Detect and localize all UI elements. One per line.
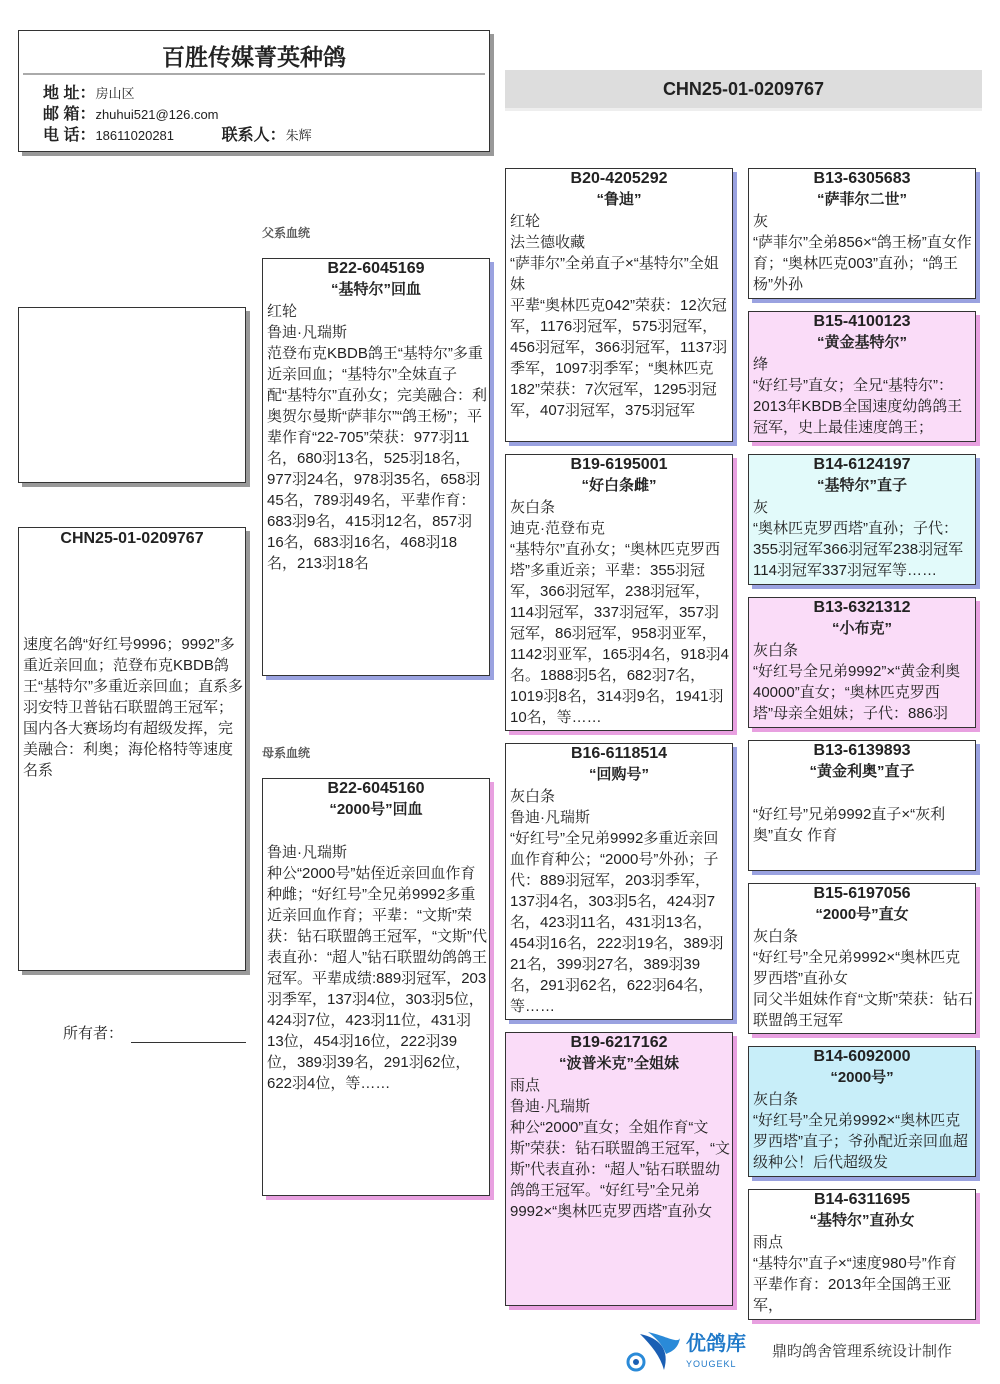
pigeon-info: “奥林匹克罗西塔”直孙；子代：355羽冠军366羽冠军238羽冠军114羽冠军337羽冠军等…… bbox=[753, 520, 964, 579]
pigeon-color: 雨点 bbox=[753, 1234, 784, 1251]
pigeon-info: 鲁迪·凡瑞斯 bbox=[510, 1098, 590, 1115]
pigeon-color: 红轮 bbox=[267, 303, 298, 320]
pigeon-name: “2000号”直女 bbox=[815, 906, 909, 923]
pedigree-box-sd bbox=[505, 454, 733, 731]
pigeon-name: “2000号”回血 bbox=[329, 801, 423, 818]
pigeon-color bbox=[263, 821, 489, 842]
phone-value: 18611020281 bbox=[95, 128, 175, 143]
ring-number: B19-6195001 bbox=[570, 456, 668, 473]
pedigree-box-sds bbox=[748, 454, 976, 585]
ring-number: B14-6124197 bbox=[813, 456, 911, 473]
contact-value: 朱辉 bbox=[285, 128, 312, 143]
pedigree-box-sire bbox=[262, 258, 490, 676]
pigeon-info: 鲁迪·凡瑞斯 bbox=[267, 844, 347, 861]
subject-ring: CHN25-01-0209767 bbox=[60, 530, 204, 547]
pedigree-box-ddd bbox=[748, 1189, 976, 1320]
pigeon-name: “2000号” bbox=[830, 1069, 894, 1086]
pedigree-box-dds bbox=[748, 1046, 976, 1177]
pigeon-name: “萨菲尔二世” bbox=[816, 191, 907, 208]
pigeon-name: “黄金基特尔” bbox=[816, 334, 907, 351]
pedigree-box-ss bbox=[505, 168, 733, 442]
pigeon-name: “基特尔”直孙女 bbox=[809, 1212, 915, 1229]
footer bbox=[620, 1328, 990, 1376]
pedigree-box-ds bbox=[505, 743, 733, 1020]
subject-description: 速度名鸽“好红号9996；9992”多重近亲回血；范登布克KBDB鸽王“基特尔”多重近亲回血；直系多羽安特卫普钻石联盟鸽王冠军；国内各大赛场均有超级发挥，完美融合：利奥；海伦格特等速度名系 bbox=[23, 636, 243, 779]
pigeon-info: 范登布克KBDB鸽王“基特尔”多重近亲回血；“基特尔”全妹直子配“基特尔”直孙女；完美融合：利奥贺尔曼斯“萨菲尔”“鸽王杨”；平辈作育“22-705”荣获：977羽11名，680羽13名，525羽18名，977羽24名，978羽35名，658羽45名，789羽49名，平辈作育：683羽9名，415羽12名，857羽16名，683羽16名，468羽18名，213羽18名 bbox=[267, 345, 487, 572]
logo-text: 优鸽库 bbox=[686, 1333, 746, 1355]
pedigree-box-ssd bbox=[748, 311, 976, 442]
ring-number: B13-6305683 bbox=[813, 170, 911, 187]
ring-banner: CHN25-01-0209767 bbox=[505, 70, 982, 111]
pigeon-color bbox=[749, 783, 975, 804]
pigeon-name: “好白条雌” bbox=[581, 477, 657, 494]
ring-number: B14-6092000 bbox=[813, 1048, 911, 1065]
pigeon-color: 灰白条 bbox=[510, 499, 556, 516]
pigeon-color: 灰白条 bbox=[753, 642, 799, 659]
email-label: 邮 箱： bbox=[43, 106, 96, 123]
pigeon-info: 平辈“奥林匹克042”荣获：12次冠军，1176羽冠军，575羽冠军，456羽冠军，366羽冠军，1137羽季军，1097羽季军；“奥林匹克182”荣获：7次冠军，1295羽冠军，407羽冠军，375羽冠军 bbox=[510, 297, 728, 419]
pigeon-info: 同父半姐妹作育“文斯”荣获：钻石联盟鸽王冠军 bbox=[753, 991, 973, 1029]
pigeon-info: “基特尔”直孙女；“奥林匹克罗西塔”多重近亲；平辈：355羽冠军，366羽冠军，238羽冠军，114羽冠军，337羽冠军，357羽冠军，86羽冠军，958羽亚军，1142羽亚军，165羽4名，918羽4名。1888羽5名，682羽7名，1019羽8名，314羽9名，1941羽10名，等…… bbox=[510, 541, 729, 726]
pigeon-color: 雨点 bbox=[510, 1077, 541, 1094]
ring-number: B13-6321312 bbox=[813, 599, 911, 616]
pigeon-info: 平辈作育：2013年全国鸽王亚军， bbox=[753, 1276, 952, 1314]
ring-number: B16-6118514 bbox=[570, 745, 668, 762]
pigeon-color: 灰白条 bbox=[753, 1091, 799, 1108]
pigeon-info: “好红号”全兄弟9992×“奥林匹克罗西塔”直孙女 bbox=[753, 949, 961, 987]
pigeon-info: “萨菲尔”全弟直子×“基特尔”全姐妹 bbox=[510, 255, 719, 293]
pedigree-box-dsd bbox=[748, 883, 976, 1034]
pigeon-info: “基特尔”直子×“速度980号”作育 bbox=[753, 1255, 957, 1272]
pigeon-info: 迪克·范登布克 bbox=[510, 520, 605, 537]
pigeon-name: “小布克” bbox=[831, 620, 892, 637]
pigeon-info: 鲁迪·凡瑞斯 bbox=[510, 809, 590, 826]
address-value: 房山区 bbox=[95, 86, 135, 101]
pigeon-color: 绛 bbox=[753, 356, 769, 373]
logo-bird-icon bbox=[620, 1330, 682, 1374]
subject-box bbox=[18, 527, 246, 971]
pedigree-box-sss bbox=[748, 168, 976, 299]
pigeon-name: “黄金利奥”直子 bbox=[809, 763, 915, 780]
address-label: 地 址： bbox=[43, 85, 96, 102]
pigeon-name: “基特尔”回血 bbox=[330, 281, 421, 298]
pedigree-box-dam bbox=[262, 778, 490, 1196]
logo-subtext: YOUGEKL bbox=[686, 1359, 737, 1369]
pedigree-box-sdd bbox=[748, 597, 976, 728]
pigeon-info: “好红号全兄弟9992”×“黄金利奥40000”直女；“奥林匹克罗西塔”母亲全姐妹；子代：886羽 bbox=[753, 663, 961, 722]
ring-number: B19-6217162 bbox=[570, 1034, 668, 1051]
sire-section-label: 父系血统 bbox=[262, 226, 311, 240]
pigeon-color: 灰白条 bbox=[753, 928, 799, 945]
pigeon-name: “鲁迪” bbox=[596, 191, 642, 208]
ring-number: B22-6045160 bbox=[327, 780, 425, 797]
ring-number: B15-4100123 bbox=[813, 313, 911, 330]
pigeon-name: “基特尔”直子 bbox=[816, 477, 907, 494]
pedigree-box-dd bbox=[505, 1032, 733, 1306]
owner-field bbox=[63, 1022, 246, 1043]
pigeon-info: 法兰德收藏 bbox=[510, 234, 586, 251]
ring-number: B22-6045169 bbox=[327, 260, 425, 277]
pigeon-info: 种公“2000”直女；全姐作育“文斯”荣获：钻石联盟鸽王冠军，“文斯”代表直孙：“超人”钻石联盟幼鸽鸽王冠军。“好红号”全兄弟9992×“奥林匹克罗西塔”直孙女 bbox=[510, 1119, 730, 1220]
ring-number: B20-4205292 bbox=[570, 170, 668, 187]
pigeon-info: “好红号”兄弟9992直子×“灰利奥”直女 作育 bbox=[753, 806, 946, 844]
pigeon-color: 灰白条 bbox=[510, 788, 556, 805]
pigeon-info: 种公“2000号”姑侄近亲回血作育种雌；“好红号”全兄弟9992多重近亲回血作育；平辈：“文斯”荣获：钻石联盟鸽王冠军，“文斯”代表直孙：“超人”钻石联盟幼鸽鸽王冠军。平辈成绩:889羽冠军，203羽季军，137羽4位，303羽5位，424羽7位，423羽11位，431羽13位，454羽16位，222羽39位，389羽39名，291羽62位，622羽4位，等…… bbox=[267, 865, 487, 1092]
pigeon-color: 灰 bbox=[753, 213, 769, 230]
phone-label: 电 话： bbox=[43, 127, 96, 144]
pedigree-box-dss bbox=[748, 740, 976, 871]
photo-placeholder bbox=[18, 307, 246, 483]
pigeon-name: “回购号” bbox=[588, 766, 649, 783]
pigeon-color: 灰 bbox=[753, 499, 769, 516]
pigeon-name: “波普米克”全姐妹 bbox=[558, 1055, 679, 1072]
loft-header bbox=[18, 30, 490, 152]
owner-label: 所有者： bbox=[63, 1025, 124, 1042]
contact-label: 联系人： bbox=[221, 127, 286, 144]
pigeon-info: 鲁迪·凡瑞斯 bbox=[267, 324, 347, 341]
pigeon-info: “萨菲尔”全弟856×“鸽王杨”直女作育；“奥林匹克003”直孙；“鸽王杨”外孙 bbox=[753, 234, 972, 293]
loft-title: 百胜传媒菁英种鸽 bbox=[162, 44, 346, 70]
dam-section-label: 母系血统 bbox=[262, 746, 311, 760]
ring-number: B13-6139893 bbox=[813, 742, 911, 759]
pigeon-info: “好红号”直女；全兄“基特尔”：2013年KBDB全国速度幼鸽鸽王冠军，史上最佳速度鸽王； bbox=[753, 377, 963, 436]
pigeon-info: “好红号”全兄弟9992多重近亲回血作育种公；“2000号”外孙；子代：889羽冠军，203羽季军，137羽4名，303羽5名，424羽7名，423羽11名，431羽13名，454羽16名，222羽19名，389羽21名，399羽27名，389羽39名，291羽62名，622羽64名，等…… bbox=[510, 830, 724, 1015]
ring-number: B14-6311695 bbox=[813, 1191, 911, 1208]
credit-text: 鼎昀鸽舍管理系统设计制作 bbox=[772, 1343, 953, 1360]
ring-number: B15-6197056 bbox=[813, 885, 911, 902]
pigeon-color: 红轮 bbox=[510, 213, 541, 230]
owner-blank-line bbox=[131, 1028, 246, 1043]
email-value: zhuhui521@126.com bbox=[95, 107, 219, 122]
pigeon-info: “好红号”全兄弟9992×“奥林匹克罗西塔”直子；爷孙配近亲回血超级种公！后代超级发 bbox=[753, 1112, 968, 1171]
